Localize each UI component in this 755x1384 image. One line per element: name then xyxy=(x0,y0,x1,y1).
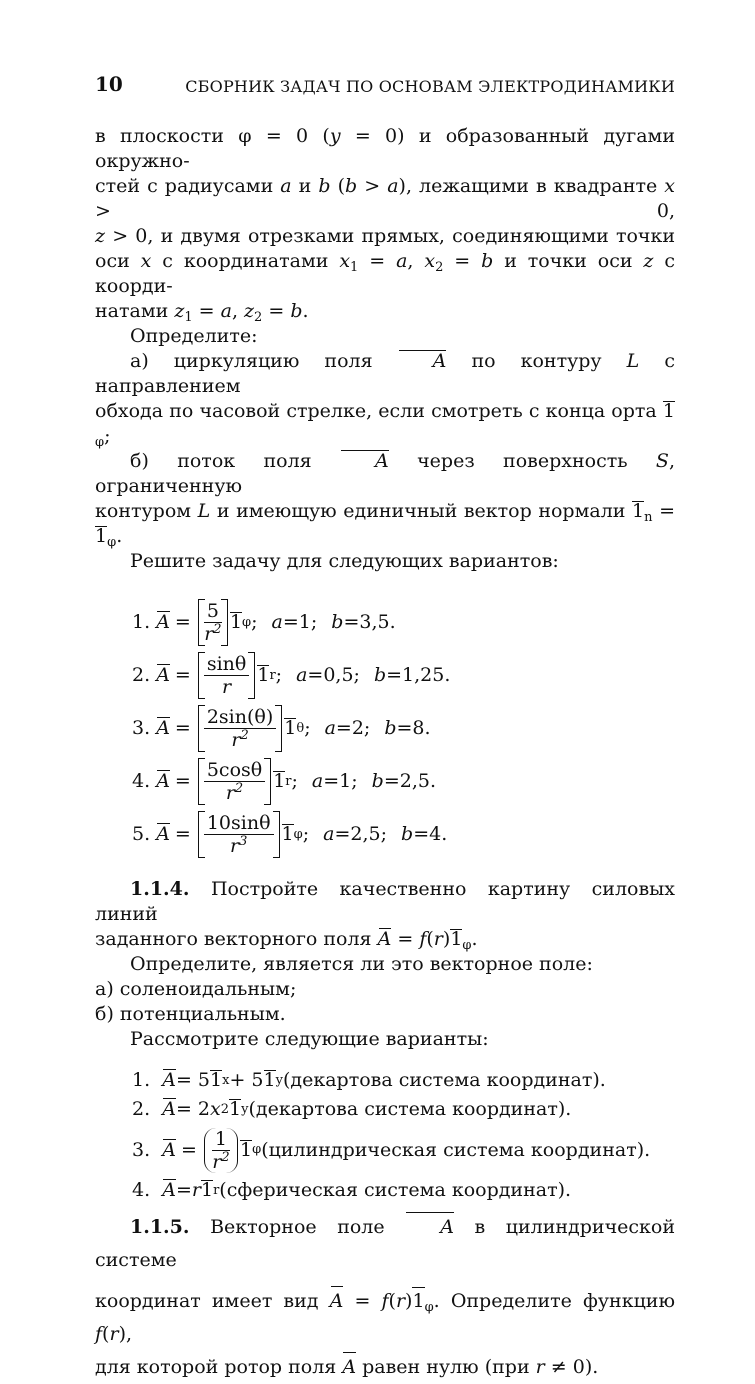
problem-number: 1.1.4. xyxy=(130,878,190,900)
bracket xyxy=(198,705,282,752)
problem-1-1-4 xyxy=(95,877,675,952)
text-line: контуром L и имеющую единичный вектор нормали $1_n = 1_\varphi$. xyxy=(95,500,675,550)
page-header xyxy=(95,72,675,96)
fraction: $\frac{2\sin(\theta)}{r^2}$ xyxy=(204,706,276,751)
variants-list xyxy=(132,596,675,861)
list-item: 2. A = 2 x 2 1 y (декартова система координат). xyxy=(132,1098,572,1120)
solve-heading: Решите задачу для следующих вариантов: xyxy=(130,550,559,572)
fraction: $\frac{5\cos\theta}{r^2}$ xyxy=(204,759,265,804)
list-item: 1. A = 5 1 x + 5 1 y (декартова система координат). xyxy=(132,1069,606,1091)
page-body xyxy=(95,124,675,1384)
task-a xyxy=(95,349,675,449)
text-line: для которой ротор поля A равен нулю (при r ≠ 0). xyxy=(95,1351,675,1384)
intro-paragraph xyxy=(95,124,675,324)
bracket xyxy=(198,652,256,699)
problem-number: 1.1.5. xyxy=(130,1216,190,1238)
fraction: $\frac{5}{r^2}$ xyxy=(204,600,222,645)
text-line: оси x с координатами $x_1 = a$, $x_2 = b$ и точки оси z с коорди- xyxy=(95,250,675,297)
text-line: Рассмотрите следующие варианты: xyxy=(130,1028,489,1050)
task-b xyxy=(95,449,675,549)
text-line: 1.1.5. Векторное поле A в цилиндрической системе xyxy=(95,1211,675,1277)
variant-2: 2. A = $\frac{\sin\theta}{r}$ 1 r ; a =0,5; b =1,25. xyxy=(132,653,451,698)
list-item: 3. A = $\frac{1}{r^2}$ 1 φ (цилиндрическая система координат). xyxy=(132,1127,651,1173)
variant-1: 1. A = $\frac{5}{r^2}$ 1 φ ; a =1; b =3,5. xyxy=(132,600,396,645)
variant-5: 5. A = $\frac{10\sin\theta}{r^3}$ 1 φ ; a =2,5; b =4. xyxy=(132,812,448,857)
text-line: а) циркуляцию поля A по контуру L с направлением xyxy=(95,350,675,397)
running-title: СБОРНИК ЗАДАЧ ПО ОСНОВАМ ЭЛЕКТРОДИНАМИКИ xyxy=(185,77,675,96)
text-line: z > 0, и двумя отрезками прямых, соединяющими точки xyxy=(95,225,675,247)
fraction: $\frac{\sin\theta}{r}$ xyxy=(204,653,250,698)
fraction: $\frac{1}{r^2}$ xyxy=(212,1127,230,1173)
text-line: стей с радиусами a и b (b > a), лежащими в квадранте x > 0, xyxy=(95,175,676,222)
variant-4: 4. A = $\frac{5\cos\theta}{r^2}$ 1 r ; a =1; b =2,5. xyxy=(132,759,437,804)
bracket xyxy=(198,599,228,646)
text-line: координат имеет вид $A = f(r)1_\varphi$. Определите функцию f(r), xyxy=(95,1285,675,1351)
text-line: Определите, является ли это векторное поле: xyxy=(130,953,593,975)
text-line: обхода по часовой стрелке, если смотреть с конца орта $1_\varphi$; xyxy=(95,400,675,450)
text-line: в плоскости φ = 0 (y = 0) и образованный дугами окружно- xyxy=(95,125,675,172)
bracket xyxy=(198,811,280,858)
page-number: 10 xyxy=(95,72,123,96)
parenthesis xyxy=(204,1128,238,1173)
problem-1-1-5 xyxy=(95,1211,675,1384)
bracket xyxy=(198,758,271,805)
fraction: $\frac{10\sin\theta}{r^3}$ xyxy=(204,812,274,857)
text-line: натами $z_1 = a$, $z_2 = b$. xyxy=(95,300,309,325)
text-line: а) соленоидальным; xyxy=(95,978,297,1000)
variant-3: 3. A = $\frac{2\sin(\theta)}{r^2}$ 1 θ ; a =2; b =8. xyxy=(132,706,431,751)
text-line: б) поток поля A через поверхность S, ограниченную xyxy=(95,450,675,497)
text-line: б) потенциальным. xyxy=(95,1003,286,1025)
determine-heading: Определите: xyxy=(130,325,258,347)
field-variants-list xyxy=(132,1066,675,1205)
list-item: 4. A = r 1 r (сферическая система координат). xyxy=(132,1179,572,1201)
text-line: заданного векторного поля $A = f(r)1_\varphi$. xyxy=(95,928,478,953)
text-line: 1.1.4. Постройте качественно картину силовых линий xyxy=(95,878,675,925)
